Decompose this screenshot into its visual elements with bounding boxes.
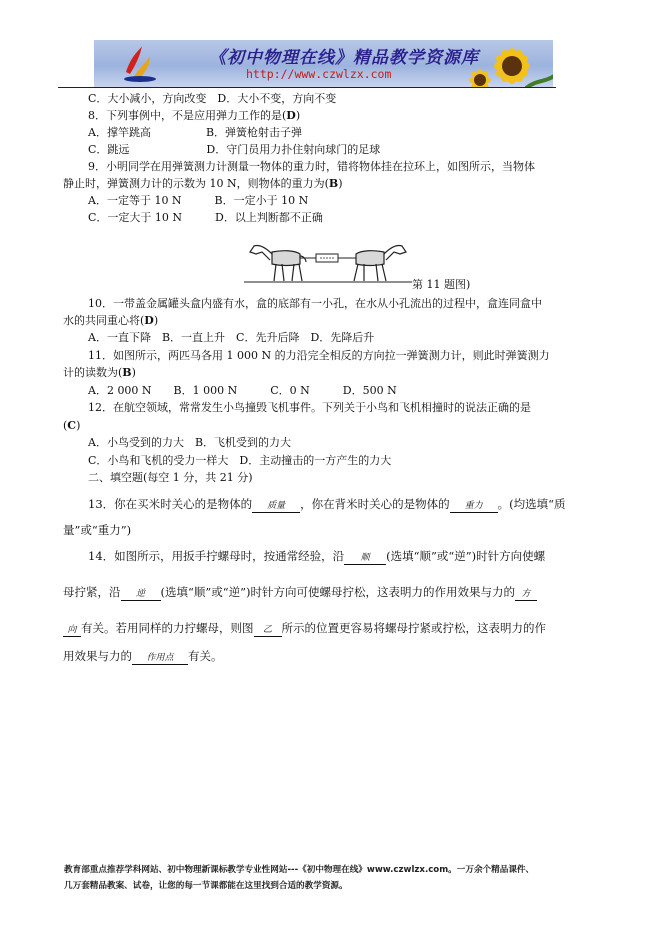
q8-stem: 8．下列事例中，不是应用弹力工作的是(D): [88, 109, 301, 122]
left-horse-icon: [250, 245, 306, 281]
q13-line1: 13．你在买米时关心的是物体的 质量 ，你在背米时关心的是物体的 重力 。(均选填“质: [88, 497, 566, 511]
q12-options-cd: C．小鸟和飞机的受力一样大 D．主动撞击的一方产生的力大: [88, 454, 392, 467]
q9-options-ab: A．一定等于 10 N B．一定小于 10 N: [88, 194, 309, 207]
q9-stem-line2: 静止时，弹簧测力计的示数为 10 N，则物体的重力为(B): [63, 177, 343, 190]
header-rule: [58, 87, 556, 88]
q12-answer: C: [67, 419, 77, 432]
q10-stem-line1: 10．一带盖金属罐头盒内盛有水，盒的底部有一小孔，在水从小孔流出的过程中，盒连同盒中: [88, 297, 542, 310]
q14-blank-3b: 向: [63, 624, 81, 637]
header-banner: [94, 40, 553, 87]
footer-line2: 几万套精品教案、试卷，让您的每一节课都能在这里找到合适的教学资源。: [64, 881, 348, 891]
q9-answer: B: [328, 177, 339, 190]
q14-blank-4: 乙: [254, 624, 282, 637]
horses-spring-scale-figure: [244, 234, 412, 286]
q9-options-cd: C．一定大于 10 N D．以上判断都不正确: [88, 211, 323, 224]
q11-options: A．2 000 N B．1 000 N C．0 N D．500 N: [88, 384, 397, 397]
q8-options-cd: C．跳远 D．守门员用力扑住射向球门的足球: [88, 143, 381, 156]
q14-line1: 14．如图所示，用扳手拧螺母时，按通常经验，沿 顺 (选填“顺”或“逆”)时针方向使螺: [88, 549, 546, 563]
q12-options-ab: A．小鸟受到的力大 B．飞机受到的力大: [88, 436, 292, 449]
q7-options-cd: C．大小减小，方向改变 D．大小不变，方向不变: [88, 92, 337, 105]
site-logo-icon: [120, 42, 160, 84]
q11-stem-line1: 11．如图所示，两匹马各用 1 000 N 的力沿完全相反的方向拉一弹簧测力计，则此时弹簧测力: [88, 349, 550, 362]
q10-options: A．一直下降 B．一直上升 C．先升后降 D．先降后升: [88, 331, 375, 344]
figure-caption: 第 11 题图): [412, 278, 471, 291]
q13-blank-1: 质量: [252, 500, 300, 513]
q14-blank-2: 逆: [121, 588, 161, 601]
q14-blank-1: 顺: [344, 552, 386, 565]
q14-line3: 向 有关。若用同样的力拧螺母，则图 乙 所示的位置更容易将螺母拧紧或拧松，这表明力的作: [63, 621, 546, 637]
footer-line1: 教育部重点推荐学科网站、初中物理新课标教学专业性网站---《初中物理在线》www.czwlzx.com。一万余个精品课件、: [64, 865, 535, 875]
q14-blank-3a: 方: [515, 588, 537, 601]
q10-answer: D: [144, 314, 154, 327]
q14-blank-5: 作用点: [132, 652, 188, 665]
q8-answer: D: [286, 109, 296, 122]
header-url[interactable]: http://www.czwlzx.com: [246, 67, 392, 81]
q9-stem-line1: 9．小明同学在用弹簧测力计测量一物体的重力时，错将物体挂在拉环上，如图所示，当物体: [88, 160, 535, 173]
q12-stem-line2: (C): [63, 419, 81, 432]
sunflower-icon: [466, 40, 553, 87]
header-title: 《初中物理在线》精品教学资源库: [209, 48, 479, 68]
q11-stem-line2: 计的读数为(B): [63, 366, 136, 379]
q14-line4: 用效果与力的 作用点 有关。: [63, 649, 223, 663]
q11-answer: B: [122, 366, 132, 379]
q13-blank-2: 重力: [450, 500, 498, 513]
q12-stem-line1: 12．在航空领域，常常发生小鸟撞毁飞机事件。下列关于小鸟和飞机相撞时的说法正确的是: [88, 401, 531, 414]
right-horse-icon: [354, 245, 406, 281]
q14-line2: 母拧紧，沿 逆 (选填“顺”或“逆”)时针方向可使螺母拧松，这表明力的作用效果与力的 方: [63, 585, 537, 601]
q10-stem-line2: 水的共同重心将(D): [63, 314, 159, 327]
section2-heading: 二、填空题(每空 1 分，共 21 分): [88, 471, 253, 484]
q13-line2: 量”或“重力”): [63, 523, 132, 537]
q8-options-ab: A．撑竿跳高 B．弹簧枪射击子弹: [88, 126, 303, 139]
